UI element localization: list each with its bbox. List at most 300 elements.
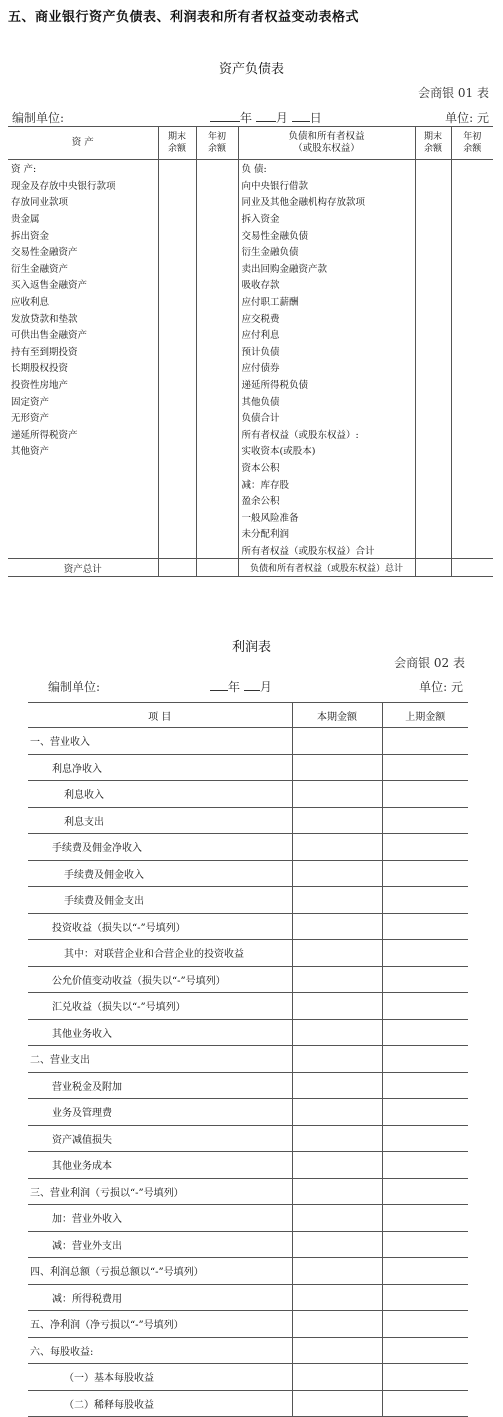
asset-end-balance-cell[interactable] (158, 243, 196, 260)
liability-begin-balance-cell[interactable] (451, 376, 493, 393)
income-item: （一）基本每股收益 (28, 1364, 292, 1391)
balance-sheet-row (8, 177, 493, 194)
asset-item (8, 525, 158, 542)
liability-begin-balance-cell[interactable] (451, 475, 493, 492)
income-statement-row (28, 1284, 468, 1311)
income-item: 减：营业外支出 (28, 1231, 292, 1258)
balance-sheet-row (8, 343, 493, 360)
current-amount-cell[interactable] (292, 913, 382, 940)
income-item: 其他业务收入 (28, 1019, 292, 1046)
asset-end-balance-cell[interactable] (158, 409, 196, 426)
current-amount-cell[interactable] (292, 1019, 382, 1046)
liability-item: 交易性金融负债 (238, 226, 415, 243)
income-item: 公允价值变动收益（损失以“-”号填列） (28, 966, 292, 993)
liability-item: 衍生金融负债 (238, 243, 415, 260)
asset-total-label: 资产总计 (8, 559, 158, 577)
liability-item: 递延所得税负债 (238, 376, 415, 393)
income-item: 加：营业外收入 (28, 1205, 292, 1232)
asset-item: 其他资产 (8, 442, 158, 459)
previous-amount-cell[interactable] (382, 1337, 468, 1364)
current-amount-cell[interactable] (292, 728, 382, 755)
balance-sheet-row (8, 309, 493, 326)
previous-amount-cell[interactable] (382, 940, 468, 967)
current-amount-cell[interactable] (292, 1072, 382, 1099)
income-item: 营业税金及附加 (28, 1072, 292, 1099)
current-amount-cell[interactable] (292, 807, 382, 834)
asset-item: 投资性房地产 (8, 376, 158, 393)
month-label: 月 (275, 111, 288, 125)
income-statement-row (28, 1099, 468, 1126)
asset-end-balance-cell[interactable] (158, 492, 196, 509)
previous-amount-cell[interactable] (382, 1072, 468, 1099)
liability-end-balance-cell[interactable] (415, 276, 451, 293)
liab-equity-total-label: 负债和所有者权益（或股东权益）总计 (238, 559, 415, 577)
prepared-by-label: 编制单位: (12, 111, 65, 125)
current-amount-cell[interactable] (292, 1046, 382, 1073)
liability-begin-balance-cell[interactable] (451, 459, 493, 476)
income-statement-row (28, 1337, 468, 1364)
previous-amount-cell[interactable] (382, 754, 468, 781)
liability-item: 应付债券 (238, 359, 415, 376)
asset-begin-balance-cell[interactable] (196, 359, 238, 376)
previous-amount-cell[interactable] (382, 1152, 468, 1179)
asset-begin-balance-cell[interactable] (196, 293, 238, 310)
balance-sheet-row (8, 376, 493, 393)
balance-sheet-row (8, 392, 493, 409)
liability-item: 减：库存股 (238, 475, 415, 492)
balance-sheet-row (8, 193, 493, 210)
previous-amount-cell[interactable] (382, 1364, 468, 1391)
asset-item: 长期股权投资 (8, 359, 158, 376)
income-item: 手续费及佣金净收入 (28, 834, 292, 861)
asset-end-balance-cell[interactable] (158, 475, 196, 492)
asset-item: 贵金属 (8, 210, 158, 227)
asset-item (8, 508, 158, 525)
income-statement-title: 利润表 (231, 640, 271, 655)
asset-begin-balance-cell[interactable] (196, 426, 238, 443)
current-amount-cell[interactable] (292, 754, 382, 781)
asset-begin-balance-cell[interactable] (196, 326, 238, 343)
income-item: 一、营业收入 (28, 728, 292, 755)
liability-end-balance-cell[interactable] (415, 376, 451, 393)
balance-sheet-row (8, 293, 493, 310)
liability-end-balance-cell[interactable] (415, 542, 451, 559)
asset-end-balance-cell[interactable] (158, 525, 196, 542)
previous-amount-cell[interactable] (382, 993, 468, 1020)
liability-item: 预计负债 (238, 343, 415, 360)
liability-item: 一般风险准备 (238, 508, 415, 525)
asset-item: 固定资产 (8, 392, 158, 409)
income-item: 利息支出 (28, 807, 292, 834)
liability-item: 吸收存款 (238, 276, 415, 293)
asset-item: 可供出售金融资产 (8, 326, 158, 343)
current-amount-cell[interactable] (292, 860, 382, 887)
previous-amount-cell[interactable] (382, 1231, 468, 1258)
asset-end-balance-cell[interactable] (158, 343, 196, 360)
liability-end-balance-cell[interactable] (415, 326, 451, 343)
liability-begin-balance-cell[interactable] (451, 525, 493, 542)
liability-begin-balance-cell[interactable] (451, 542, 493, 559)
liability-begin-balance-cell[interactable] (451, 210, 493, 227)
asset-begin-balance-cell[interactable] (196, 210, 238, 227)
liability-begin-balance-cell[interactable] (451, 276, 493, 293)
liability-end-balance-cell[interactable] (415, 359, 451, 376)
liability-item: 盈余公积 (238, 492, 415, 509)
balance-sheet-row (8, 525, 493, 542)
asset-item: 现金及存放中央银行款项 (8, 177, 158, 194)
asset-item: 交易性金融资产 (8, 243, 158, 260)
liability-end-balance-cell[interactable] (415, 508, 451, 525)
previous-amount-cell[interactable] (382, 807, 468, 834)
liability-item: 应付职工薪酬 (238, 293, 415, 310)
balance-sheet-row (8, 359, 493, 376)
balance-sheet-table (8, 126, 493, 577)
asset-begin-balance-cell[interactable] (196, 309, 238, 326)
liability-item: 应付利息 (238, 326, 415, 343)
header-begin-balance: 年初 余额 (196, 127, 238, 160)
liability-begin-balance-cell[interactable] (451, 193, 493, 210)
asset-item: 无形资产 (8, 409, 158, 426)
asset-begin-balance-cell[interactable] (196, 409, 238, 426)
liability-begin-balance-cell[interactable] (451, 260, 493, 277)
balance-sheet-total-row (8, 559, 493, 577)
liability-end-balance-cell[interactable] (415, 409, 451, 426)
asset-begin-balance-cell[interactable] (196, 226, 238, 243)
liability-end-balance-cell[interactable] (415, 392, 451, 409)
asset-item: 持有至到期投资 (8, 343, 158, 360)
previous-amount-cell[interactable] (382, 860, 468, 887)
balance-sheet-row (8, 475, 493, 492)
asset-begin-balance-cell[interactable] (196, 177, 238, 194)
header-current: 本期金额 (292, 703, 382, 728)
asset-end-balance-cell[interactable] (158, 210, 196, 227)
asset-item: 资 产: (8, 160, 158, 177)
asset-item (8, 475, 158, 492)
balance-sheet-row (8, 492, 493, 509)
balance-sheet-row (8, 160, 493, 177)
income-statement-row (28, 993, 468, 1020)
previous-amount-cell[interactable] (382, 1311, 468, 1338)
balance-sheet-row (8, 243, 493, 260)
previous-amount-cell[interactable] (382, 1284, 468, 1311)
asset-item: 存放同业款项 (8, 193, 158, 210)
current-amount-cell[interactable] (292, 940, 382, 967)
asset-end-balance-cell[interactable] (158, 177, 196, 194)
asset-begin-balance-cell[interactable] (196, 376, 238, 393)
liability-item: 卖出回购金融资产款 (238, 260, 415, 277)
liability-end-balance-cell[interactable] (415, 260, 451, 277)
liability-end-balance-cell[interactable] (415, 309, 451, 326)
liability-item: 实收资本(或股本) (238, 442, 415, 459)
asset-end-balance-cell[interactable] (158, 326, 196, 343)
liability-item: 资本公积 (238, 459, 415, 476)
previous-amount-cell[interactable] (382, 1390, 468, 1417)
asset-end-balance-cell[interactable] (158, 426, 196, 443)
asset-begin-balance-cell[interactable] (196, 193, 238, 210)
asset-end-balance-cell[interactable] (158, 376, 196, 393)
current-amount-cell[interactable] (292, 1390, 382, 1417)
income-statement-row (28, 966, 468, 993)
income-statement-row (28, 1046, 468, 1073)
asset-begin-balance-cell[interactable] (196, 492, 238, 509)
liability-begin-balance-cell[interactable] (451, 226, 493, 243)
previous-amount-cell[interactable] (382, 1125, 468, 1152)
previous-amount-cell[interactable] (382, 1205, 468, 1232)
balance-sheet-row (8, 409, 493, 426)
liability-end-balance-cell[interactable] (415, 210, 451, 227)
asset-end-balance-cell[interactable] (158, 193, 196, 210)
liability-begin-balance-cell[interactable] (451, 492, 493, 509)
liability-begin-balance-cell[interactable] (451, 293, 493, 310)
liability-begin-balance-cell[interactable] (451, 343, 493, 360)
liability-end-balance-cell[interactable] (415, 475, 451, 492)
income-statement-row (28, 1152, 468, 1179)
liability-begin-balance-cell[interactable] (451, 326, 493, 343)
asset-begin-balance-cell[interactable] (196, 459, 238, 476)
income-item: 四、利润总额（亏损总额以“-”号填列） (28, 1258, 292, 1285)
current-amount-cell[interactable] (292, 887, 382, 914)
header-asset: 资 产 (8, 127, 158, 160)
liability-begin-balance-cell[interactable] (451, 160, 493, 177)
asset-begin-balance-cell[interactable] (196, 243, 238, 260)
header-item: 项 目 (28, 703, 292, 728)
income-item: 其他业务成本 (28, 1152, 292, 1179)
asset-end-balance-cell[interactable] (158, 309, 196, 326)
liability-begin-balance-cell[interactable] (451, 442, 493, 459)
asset-end-balance-cell[interactable] (158, 260, 196, 277)
year-label: 年 (240, 111, 253, 125)
liability-end-balance-cell[interactable] (415, 177, 451, 194)
income-statement-row (28, 1178, 468, 1205)
liability-begin-balance-cell[interactable] (451, 359, 493, 376)
asset-begin-balance-cell[interactable] (196, 276, 238, 293)
previous-amount-cell[interactable] (382, 728, 468, 755)
asset-begin-balance-cell[interactable] (196, 160, 238, 177)
asset-begin-balance-cell[interactable] (196, 508, 238, 525)
header-end-balance-2: 期末 余额 (415, 127, 451, 160)
liability-end-balance-cell[interactable] (415, 160, 451, 177)
liability-item: 未分配利润 (238, 525, 415, 542)
current-amount-cell[interactable] (292, 1178, 382, 1205)
previous-amount-cell[interactable] (382, 966, 468, 993)
income-statement-table (28, 702, 468, 1417)
liability-end-balance-cell[interactable] (415, 343, 451, 360)
balance-sheet-code: 会商银 01 表 (418, 86, 489, 100)
asset-item: 应收利息 (8, 293, 158, 310)
header-end-balance: 期末 余额 (158, 127, 196, 160)
liability-end-balance-cell[interactable] (415, 243, 451, 260)
current-amount-cell[interactable] (292, 1311, 382, 1338)
current-amount-cell[interactable] (292, 1258, 382, 1285)
asset-total-end-cell[interactable] (158, 559, 196, 577)
income-statement-row (28, 1072, 468, 1099)
previous-amount-cell[interactable] (382, 781, 468, 808)
income-statement-row (28, 754, 468, 781)
current-amount-cell[interactable] (292, 1152, 382, 1179)
liability-end-balance-cell[interactable] (415, 525, 451, 542)
header-liab-equity: 负债和所有者权益 （或股东权益） (238, 127, 415, 160)
is-unit-label: 单位: 元 (419, 680, 463, 694)
liability-item: 同业及其他金融机构存放款项 (238, 193, 415, 210)
income-statement-row (28, 887, 468, 914)
income-statement-row (28, 1390, 468, 1417)
asset-begin-balance-cell[interactable] (196, 260, 238, 277)
current-amount-cell[interactable] (292, 1364, 382, 1391)
income-item: 手续费及佣金支出 (28, 887, 292, 914)
liability-begin-balance-cell[interactable] (451, 309, 493, 326)
income-item: 六、每股收益: (28, 1337, 292, 1364)
asset-item: 发放贷款和垫款 (8, 309, 158, 326)
asset-begin-balance-cell[interactable] (196, 392, 238, 409)
income-statement-row (28, 860, 468, 887)
liability-begin-balance-cell[interactable] (451, 508, 493, 525)
asset-begin-balance-cell[interactable] (196, 343, 238, 360)
asset-item (8, 459, 158, 476)
liability-end-balance-cell[interactable] (415, 492, 451, 509)
income-statement-row (28, 1231, 468, 1258)
liability-end-balance-cell[interactable] (415, 459, 451, 476)
income-item: 减：所得税费用 (28, 1284, 292, 1311)
income-item: 手续费及佣金收入 (28, 860, 292, 887)
balance-sheet-row (8, 276, 493, 293)
income-item: 投资收益（损失以“-”号填列） (28, 913, 292, 940)
previous-amount-cell[interactable] (382, 887, 468, 914)
current-amount-cell[interactable] (292, 1284, 382, 1311)
asset-item (8, 492, 158, 509)
liability-end-balance-cell[interactable] (415, 193, 451, 210)
income-statement-row (28, 781, 468, 808)
date-fields (210, 109, 322, 126)
income-item: 二、营业支出 (28, 1046, 292, 1073)
income-statement-row (28, 1019, 468, 1046)
asset-end-balance-cell[interactable] (158, 459, 196, 476)
balance-sheet-row (8, 426, 493, 443)
income-statement-row (28, 1125, 468, 1152)
previous-amount-cell[interactable] (382, 1178, 468, 1205)
asset-end-balance-cell[interactable] (158, 392, 196, 409)
current-amount-cell[interactable] (292, 1205, 382, 1232)
previous-amount-cell[interactable] (382, 913, 468, 940)
balance-sheet-row (8, 210, 493, 227)
liability-item: 拆入资金 (238, 210, 415, 227)
asset-end-balance-cell[interactable] (158, 359, 196, 376)
is-date-fields (210, 678, 272, 695)
asset-item: 衍生金融资产 (8, 260, 158, 277)
liability-end-balance-cell[interactable] (415, 442, 451, 459)
current-amount-cell[interactable] (292, 1099, 382, 1126)
asset-begin-balance-cell[interactable] (196, 542, 238, 559)
day-label: 日 (309, 111, 322, 125)
liability-begin-balance-cell[interactable] (451, 243, 493, 260)
header-previous: 上期金额 (382, 703, 468, 728)
liability-item: 负 债: (238, 160, 415, 177)
liability-item: 应交税费 (238, 309, 415, 326)
asset-item: 拆出资金 (8, 226, 158, 243)
current-amount-cell[interactable] (292, 1231, 382, 1258)
liability-item: 向中央银行借款 (238, 177, 415, 194)
income-statement-row (28, 940, 468, 967)
asset-begin-balance-cell[interactable] (196, 475, 238, 492)
liab-equity-total-end-cell[interactable] (415, 559, 451, 577)
income-statement-row (28, 807, 468, 834)
liability-begin-balance-cell[interactable] (451, 409, 493, 426)
previous-amount-cell[interactable] (382, 834, 468, 861)
income-item: 利息净收入 (28, 754, 292, 781)
balance-sheet-row (8, 260, 493, 277)
liability-item: 所有者权益（或股东权益）合计 (238, 542, 415, 559)
liability-begin-balance-cell[interactable] (451, 177, 493, 194)
is-prepared-by-label: 编制单位: (48, 680, 101, 694)
income-item: （二）稀释每股收益 (28, 1390, 292, 1417)
liability-item: 其他负债 (238, 392, 415, 409)
asset-end-balance-cell[interactable] (158, 508, 196, 525)
asset-total-begin-cell[interactable] (196, 559, 238, 577)
balance-sheet-header-row (8, 127, 493, 160)
income-statement-row (28, 728, 468, 755)
asset-end-balance-cell[interactable] (158, 293, 196, 310)
current-amount-cell[interactable] (292, 993, 382, 1020)
income-item: 其中：对联营企业和合营企业的投资收益 (28, 940, 292, 967)
asset-end-balance-cell[interactable] (158, 276, 196, 293)
liability-begin-balance-cell[interactable] (451, 392, 493, 409)
current-amount-cell[interactable] (292, 966, 382, 993)
current-amount-cell[interactable] (292, 1337, 382, 1364)
liability-item: 所有者权益（或股东权益）: (238, 426, 415, 443)
is-year-label: 年 (228, 680, 241, 694)
current-amount-cell[interactable] (292, 781, 382, 808)
liability-begin-balance-cell[interactable] (451, 426, 493, 443)
current-amount-cell[interactable] (292, 834, 382, 861)
asset-item: 买入返售金融资产 (8, 276, 158, 293)
header-begin-balance-2: 年初 余额 (451, 127, 493, 160)
income-statement-row (28, 913, 468, 940)
liability-end-balance-cell[interactable] (415, 293, 451, 310)
income-statement-row (28, 1364, 468, 1391)
asset-begin-balance-cell[interactable] (196, 525, 238, 542)
income-item: 五、净利润（净亏损以“-”号填列） (28, 1311, 292, 1338)
liability-end-balance-cell[interactable] (415, 426, 451, 443)
previous-amount-cell[interactable] (382, 1019, 468, 1046)
asset-end-balance-cell[interactable] (158, 542, 196, 559)
liability-end-balance-cell[interactable] (415, 226, 451, 243)
previous-amount-cell[interactable] (382, 1046, 468, 1073)
asset-end-balance-cell[interactable] (158, 226, 196, 243)
unit-label: 单位: 元 (445, 111, 489, 125)
liab-equity-total-begin-cell[interactable] (451, 559, 493, 577)
income-statement-row (28, 834, 468, 861)
income-item: 业务及管理费 (28, 1099, 292, 1126)
asset-end-balance-cell[interactable] (158, 442, 196, 459)
asset-end-balance-cell[interactable] (158, 160, 196, 177)
income-statement-row (28, 1205, 468, 1232)
previous-amount-cell[interactable] (382, 1258, 468, 1285)
asset-item (8, 542, 158, 559)
balance-sheet-row (8, 442, 493, 459)
income-statement-row (28, 1258, 468, 1285)
asset-item: 递延所得税资产 (8, 426, 158, 443)
liability-item: 负债合计 (238, 409, 415, 426)
balance-sheet-row (8, 508, 493, 525)
balance-sheet-row (8, 542, 493, 559)
income-item: 资产减值损失 (28, 1125, 292, 1152)
current-amount-cell[interactable] (292, 1125, 382, 1152)
previous-amount-cell[interactable] (382, 1099, 468, 1126)
asset-begin-balance-cell[interactable] (196, 442, 238, 459)
income-item: 三、营业利润（亏损以“-”号填列） (28, 1178, 292, 1205)
income-statement-code: 会商银 02 表 (394, 656, 465, 670)
income-item: 利息收入 (28, 781, 292, 808)
balance-sheet-row (8, 226, 493, 243)
